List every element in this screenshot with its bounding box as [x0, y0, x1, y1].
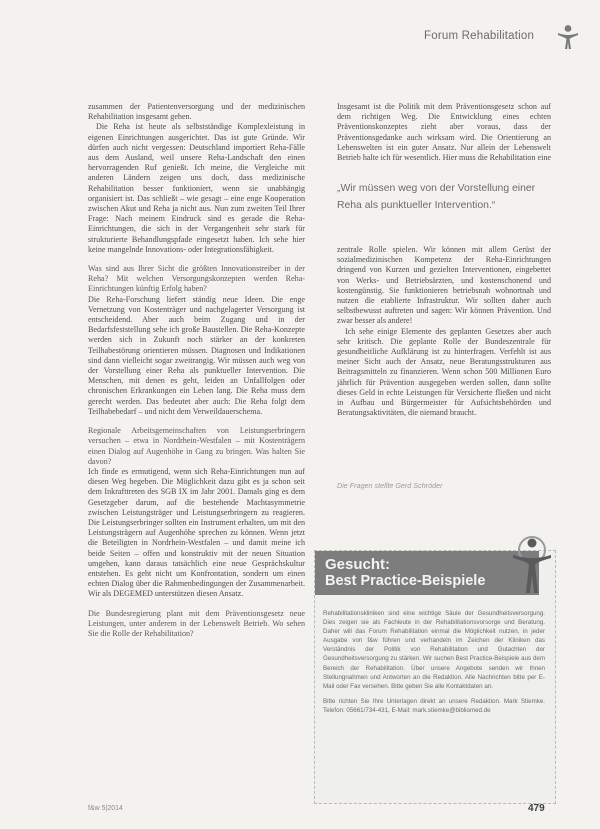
page-header — [416, 28, 586, 48]
left-column — [88, 102, 305, 639]
interview-credit: Die Fragen stellte Gerd Schröder — [337, 481, 443, 490]
paragraph: Insgesamt ist die Politik mit dem Präventionsgesetz schon auf dem richtigen Weg. Die Entwicklung eines echten Präventionskonzeptes zieht aber voraus, dass der Präventionsgedanke auch wirksam wird. Die Orientierung an Lebenswelten ist ein guter Ansatz. Nur allein der Lebenswelt Betrieb halte ich für wesentlich. Hier muss die Rehabilitation eine — [337, 102, 551, 163]
interview-question: Regionale Arbeitsgemeinschaften von Leistungserbringern versuchen – etwa in Nordrhein-Westfalen – mit Kostenträgern einen Dialog auf Augenhöhe in Gang zu bringen. Was halten Sie davon? — [88, 426, 305, 466]
callout-subtitle: Best Practice-Beispiele — [325, 573, 486, 589]
page-number: 479 — [528, 803, 545, 814]
paragraph: zusammen der Patientenversorgung und der medizinischen Rehabilitation insgesamt gehen. — [88, 102, 305, 122]
right-column-top — [337, 102, 551, 163]
section-title: Forum Rehabilitation — [424, 30, 535, 42]
paragraph: Die Reha ist heute als selbstständige Komplexleistung in eigenen Einrichtungen ausgerichtet. Das ist gute Gründe. Wir dürfen auch nicht vergessen: Deutschland importiert Reha-Fälle aus dem Ausland, weil unsere Reha-Landschaft den einen hervorragenden Ruf genießt. Ich meine, die Vergleiche mit anderen Ländern zeigen uns doch, dass medizinische Rehabilitation besser funktioniert, wenn sie unabhängig organisiert ist. Das schließt – wie gesagt – eine enge Kooperation zwischen Akut und Reha ja nicht aus. Nun zum zweiten Teil Ihrer Frage: Nach meinem Eindruck sind es gerade die Reha-Einrichtungen, die sich in der Vergangenheit sehr stark für strukturierte Behandlungspfade eingesetzt haben. Ich sehe hier keine mangelnde Innovations- oder Integrationsfähigkeit. — [88, 122, 305, 254]
callout-contact: Bitte richten Sie Ihre Unterlagen direkt an unsere Redaktion. Mark Stiemke. Telefon: 05661/734-431, E-Mail: mark.stiemke@bibliomed.de — [323, 697, 545, 714]
paragraph: Ich finde es ermutigend, wenn sich Reha-Einrichtungen nun auf diesen Weg begeben. Die Möglichkeit dazu gibt es ja schon seit dem Inkrafttreten des SGB IX im Jahr 2001. Damals ging es dem Gesetzgeber darum, auf die bestehende Machtasymmetrie zwischen Leistungsträger und Leistungserbringern zu reagieren. Die Leistungserbringer sollten ein Instrument erhalten, um mit den Leistungsträgern auf Augenhöhe sprechen zu können. Wenn jetzt die Beteiligten in Nordrhein-Westfalen – und damit meine ich beide Seiten – offen und konstruktiv mit der neuen Situation umgehen, kann daraus tatsächlich eine neue Gesprächskultur entstehen. Es geht nicht um Konfrontation, sondern um einen echten Dialog über die Rahmenbedingungen der Zusammenarbeit. Wir als DEGEMED unterstützen diesen Ansatz. — [88, 466, 305, 599]
pull-quote: „Wir müssen weg von der Vorstellung einer Reha als punktueller Intervention.“ — [337, 183, 536, 211]
paragraph: Die Reha-Forschung liefert ständig neue Ideen. Die enge Vernetzung von Kostenträger und nachgelagerter Versorgung ist entscheidend. Aber auch beim Zugang und in der Bedarfsfeststellung sehe ich große Baustellen. Die Reha-Konzepte werden sich in Zukunft noch stärker an der konkreten Teilhabestörung orientieren müssen. Diagnosen und Indikationen sind dann vielleicht sogar zweitrangig. Wir müssen auch weg von der Vorstellung einer Reha als punktueller Intervention. Die Menschen, mit denen es geht, leiden an Unfallfolgen oder chronischen Erkrankungen ein Leben lang. Die Reha muss dem gerecht werden. Das bedeutet aber auch: Die Reha folgt dem Teilhabebedarf – und nicht dem Verweildauerschema. — [88, 294, 305, 416]
callout-banner — [315, 551, 539, 595]
footer-issue: f&w 5|2014 — [88, 805, 123, 812]
callout-text: Rehabilitationskliniken sind eine wichtige Säule der Gesundheitsversorgung. Dies zeigen sie als Fachleute in der Rehabilitationsvorsorge und Beratung. Daher will das Forum Rehabilitation einmal die Möglichkeit nutzen, in jeder Ausgabe von f&w führen und verhandeln im Zeichen der Kliniken das Verständnis der Politik von Rehabilitation und Gutachten der Gesundheitsversorgung zu stärken. Wir suchen Best Practice-Beispiele aus dem Bereich der Rehabilitation. Über unsere Angebote senden wir Ihnen Stellungnahmen und Antworten an die Redaktion. Alle Nachrichten bitte per E-Mail oder Fax versehen. Bitte geben Sie alle Kontaktdaten an. — [323, 610, 545, 690]
interview-question: Was sind aus Ihrer Sicht die größten Innovationstreiber in der Reha? Mit welchen Versorgungskonzepten werden Reha-Einrichtungen künftig Erfolg haben? — [88, 264, 305, 294]
callout-body — [323, 609, 545, 715]
callout-box — [314, 550, 556, 804]
paragraph: Ich sehe einige Elemente des geplanten Gesetzes aber auch sehr kritisch. Die geplante Rolle der Bundeszentrale für gesundheitliche Aufklärung ist zu hinterfragen. Verfehlt ist aus meiner Sicht auch der Ansatz, neue Beratungsstrukturen aus Beitragsmitteln zu finanzieren. Wenn schon 500 Millionen Euro jährlich für Prävention ausgegeben werden sollen, dann sollte dieses Geld in echte Leistungen für Versicherte fließen und nicht in Aufbau und Bürgermeister für Aufsichtsbehörden und Beratungsaktivitäten, die niemand braucht. — [337, 326, 551, 418]
right-column-bottom — [337, 245, 551, 418]
person-figure-icon — [509, 535, 555, 599]
forum-logo-icon — [556, 24, 580, 50]
interview-question: Die Bundesregierung plant mit dem Präventionsgesetz neue Leistungen, unter anderem in der Lebenswelt Betrieb. Wo sehen Sie die Rolle der Rehabilitation? — [88, 608, 305, 638]
callout-title: Gesucht: — [325, 556, 391, 573]
paragraph: zentrale Rolle spielen. Wir können mit allem Gerüst der sozialmedizinischen Kompetenz der Reha-Einrichtungen dringend von Kurzen und gezielten Interventionen, eingebettet von Werks- und Betriebsärzten, und kostenschonend und kostengünstig. Sie funktionieren betriebsnah wohnortnah und nutzen die etablierte Infrastruktur. Wir sollten daher auch selbstbewusst auftreten und sagen: Wir können Prävention. Und zwar besser als andere! — [337, 245, 551, 326]
